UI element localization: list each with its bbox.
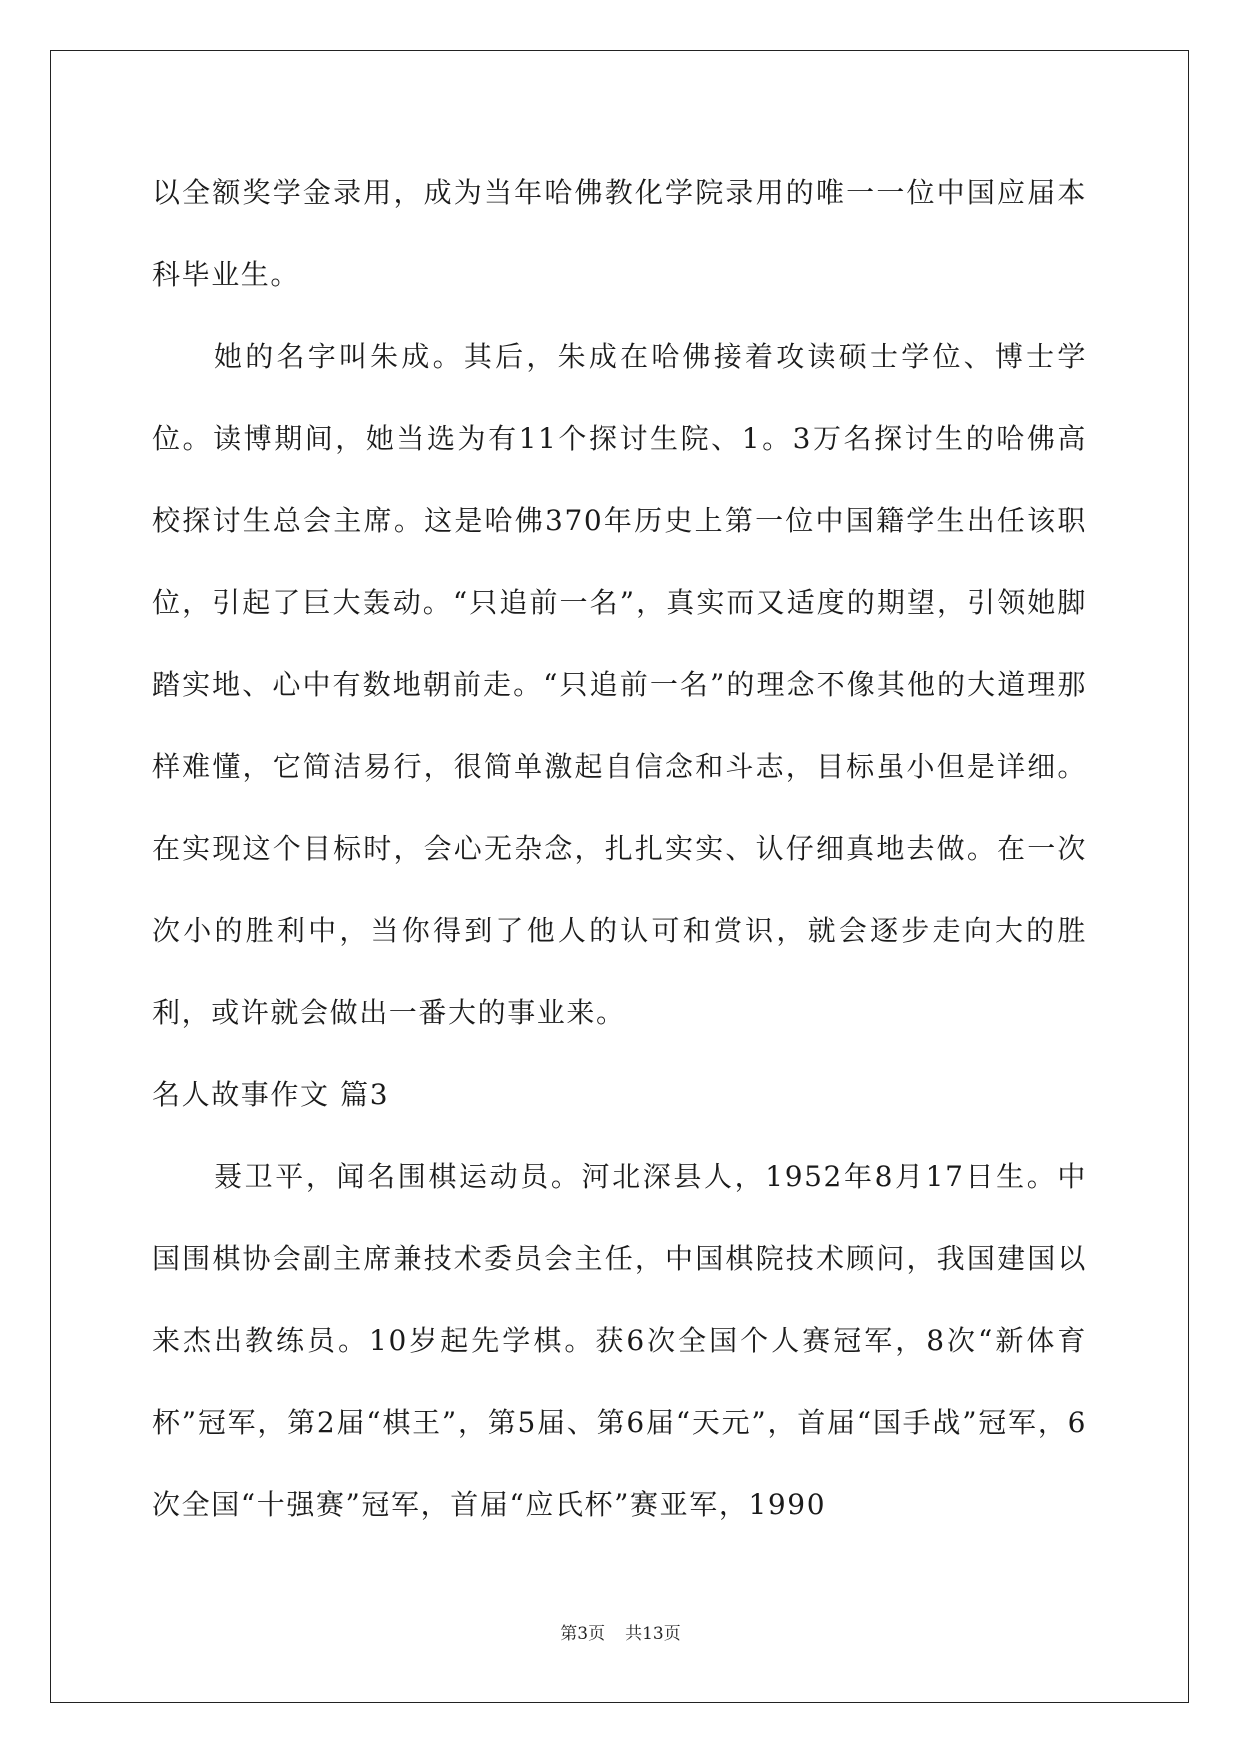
page-total: 共13页	[625, 1624, 681, 1644]
section-heading: 名人故事作文 篇3	[152, 1078, 390, 1111]
paragraph-continuation: 以全额奖学金录用，成为当年哈佛教化学院录用的唯一一位中国应届本科毕业生。	[152, 176, 1087, 291]
page-footer	[0, 1622, 1241, 1646]
page-number: 第3页	[560, 1624, 606, 1644]
paragraph-zhu-cheng: 她的名字叫朱成。其后，朱成在哈佛接着攻读硕士学位、博士学位。读博期间，她当选为有11个探讨生院、1。3万名探讨生的哈佛高校探讨生总会主席。这是哈佛370年历史上第一位中国籍学生出任该职位，引起了巨大轰动。“只追前一名”，真实而又适度的期望，引领她脚踏实地、心中有数地朝前走。“只追前一名”的理念不像其他的大道理那样难懂，它简洁易行，很简单激起自信念和斗志，目标虽小但是详细。在实现这个目标时，会心无杂念，扎扎实实、认仔细真地去做。在一次次小的胜利中，当你得到了他人的认可和赏识，就会逐步走向大的胜利，或许就会做出一番大的事业来。	[152, 340, 1087, 1029]
paragraph-nie-weiping: 聂卫平，闻名围棋运动员。河北深县人，1952年8月17日生。中国围棋协会副主席兼技术委员会主任，中国棋院技术顾问，我国建国以来杰出教练员。10岁起先学棋。获6次全国个人赛冠军，8次“新体育杯”冠军，第2届“棋王”，第5届、第6届“天元”，首届“国手战”冠军，6次全国“十强赛”冠军，首届“应氏杯”赛亚军，1990	[152, 1160, 1087, 1521]
document-body	[152, 152, 1087, 1546]
